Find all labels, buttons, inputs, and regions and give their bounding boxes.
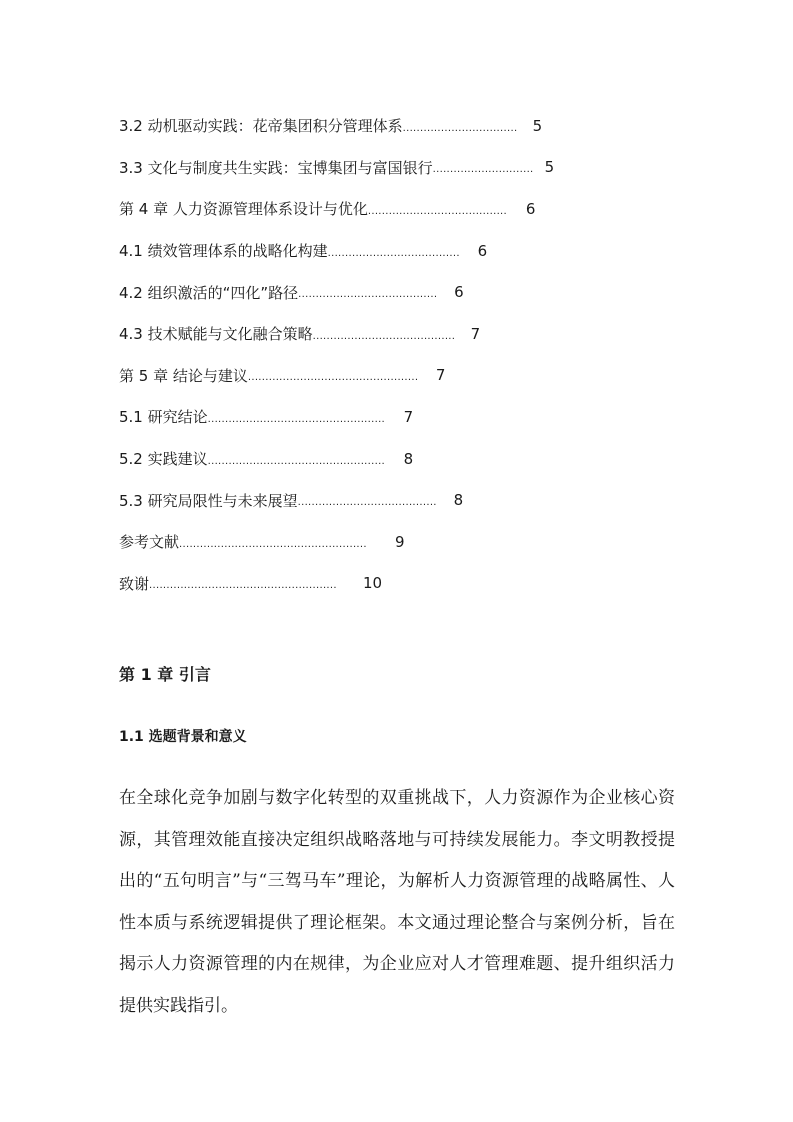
- toc-dot-leader: ........................................: [298, 290, 438, 301]
- toc-entry[interactable]: [119, 188, 639, 230]
- toc-entry-title: 致谢: [119, 574, 150, 593]
- toc-dot-leader: ......................................................: [179, 539, 367, 550]
- toc-entry[interactable]: [119, 479, 639, 521]
- body-paragraph: 在全球化竞争加剧与数字化转型的双重挑战下，人力资源作为企业核心资源，其管理效能直接决定组织战略落地与可持续发展能力。李文明教授提出的“五句明言”与“三驾马车”理论，为解析人力资源管理的战略属性、人性本质与系统逻辑提供了理论框架。本文通过理论整合与案例分析，旨在揭示人力资源管理的内在规律，为企业应对人才管理难题、提升组织活力提供实践指引。: [119, 788, 675, 1016]
- toc-entry[interactable]: [119, 105, 639, 147]
- toc-entry-title: 3.2 动机驱动实践：花帝集团积分管理体系: [119, 117, 403, 136]
- toc-dot-leader: ......................................: [327, 248, 460, 259]
- toc-entry[interactable]: [119, 230, 639, 272]
- toc-page-number: 7: [470, 324, 481, 343]
- toc-entry-title: 第 4 章 人力资源管理体系设计与优化: [119, 200, 368, 219]
- toc-dot-leader: ........................................: [297, 498, 437, 509]
- toc-dot-leader: ...................................................: [207, 456, 386, 467]
- toc-entry[interactable]: [119, 563, 639, 605]
- toc-dot-leader: ........................................: [367, 206, 508, 217]
- toc-page-number: 8: [453, 491, 464, 510]
- toc-entry[interactable]: [119, 355, 639, 397]
- toc-dot-leader: .........................................: [312, 331, 456, 342]
- toc-entry-title: 第 5 章 结论与建议: [119, 366, 248, 385]
- chapter-heading: 第 1 章 引言: [119, 665, 211, 684]
- toc-page-number: 5: [532, 116, 543, 135]
- toc-entry[interactable]: [119, 271, 639, 313]
- toc-page-number: 10: [363, 574, 383, 593]
- toc-entry[interactable]: [119, 438, 639, 480]
- toc-entry[interactable]: [119, 396, 639, 438]
- toc-page-number: 6: [525, 199, 536, 218]
- toc-entry-title: 3.3 文化与制度共生实践：宝博集团与富国银行: [119, 158, 433, 177]
- toc-entry[interactable]: [119, 147, 639, 189]
- toc-entry[interactable]: [119, 313, 639, 355]
- toc-entry-title: 5.2 实践建议: [119, 450, 208, 469]
- toc-page-number: 7: [403, 407, 414, 426]
- toc-entry[interactable]: [119, 521, 639, 563]
- toc-dot-leader: ...................................................: [207, 414, 386, 425]
- toc-dot-leader: .................................................: [247, 373, 419, 384]
- toc-entry-title: 4.1 绩效管理体系的战略化构建: [119, 242, 328, 261]
- toc-entry-title: 5.3 研究局限性与未来展望: [119, 491, 298, 510]
- toc-page-number: 7: [435, 366, 446, 385]
- toc-dot-leader: ......................................................: [149, 581, 337, 592]
- toc-page-number: 6: [454, 283, 464, 302]
- toc-page-number: 8: [403, 449, 414, 468]
- toc-page-number: 5: [544, 158, 555, 177]
- section-heading: 1.1 选题背景和意义: [119, 729, 247, 745]
- toc-page-number: 9: [395, 532, 405, 551]
- toc-entry-title: 参考文献: [119, 533, 180, 552]
- toc-entry-title: 5.1 研究结论: [119, 408, 208, 427]
- toc-entry-title: 4.3 技术赋能与文化融合策略: [119, 325, 313, 344]
- toc-dot-leader: .................................: [402, 123, 518, 134]
- toc-entry-title: 4.2 组织激活的“四化”路径: [119, 283, 299, 302]
- table-of-contents: [119, 105, 639, 604]
- toc-dot-leader: .............................: [432, 165, 534, 176]
- toc-page-number: 6: [477, 241, 488, 260]
